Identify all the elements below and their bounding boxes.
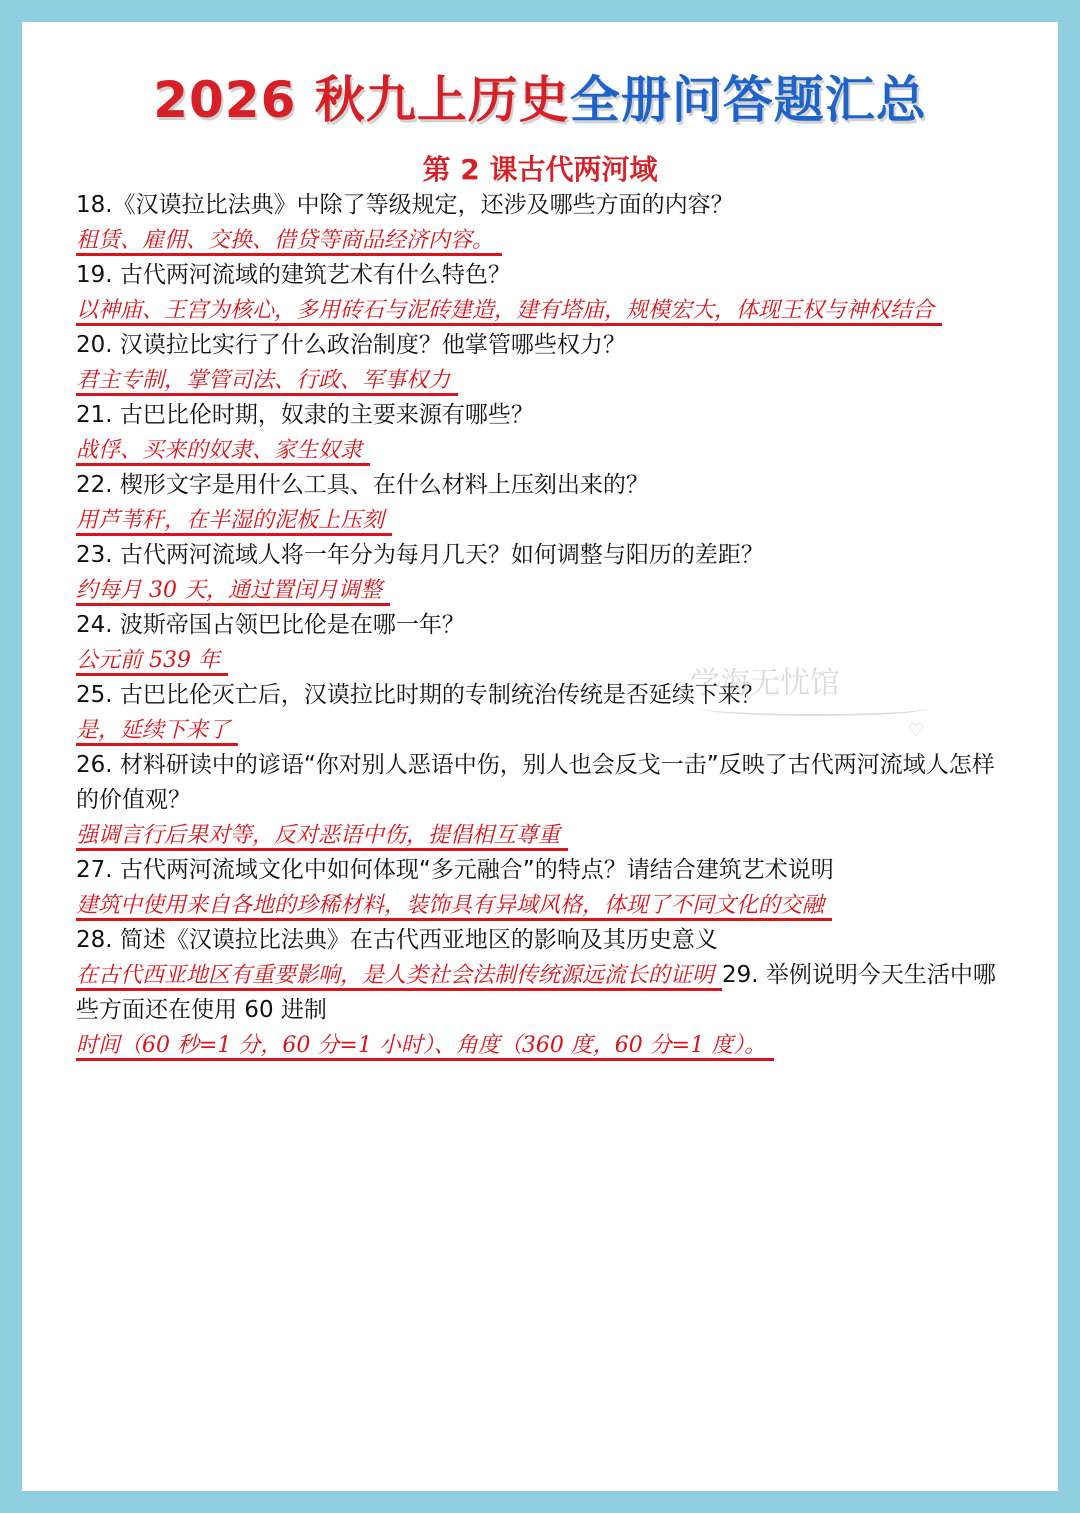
answer-26 [76, 818, 1012, 853]
answer-text: 时间（60 秒=1 分，60 分=1 小时）、角度（360 度，60 分=1 度）。 [76, 1033, 774, 1061]
answer-text: 在古代西亚地区有重要影响，是人类社会法制传统源远流长的证明 [76, 963, 722, 991]
page-title [0, 60, 1080, 132]
answer-20 [76, 363, 1012, 398]
answer-18 [76, 223, 1012, 258]
answer-21 [76, 433, 1012, 468]
answer-text: 以神庙、王宫为核心，多用砖石与泥砖建造，建有塔庙，规模宏大，体现王权与神权结合 [76, 298, 942, 326]
answer-29 [76, 1028, 1012, 1063]
watermark-text: 学海无忧馆 [690, 666, 840, 701]
answer-text: 君主专制，掌管司法、行政、军事权力 [76, 368, 458, 396]
question-23: 23. 古代两河流域人将一年分为每月几天？如何调整与阳历的差距？ [76, 542, 764, 568]
heart-icon: ♡ [908, 720, 925, 741]
title-part-2: 全册问答题汇总 [569, 71, 927, 129]
answer-text: 约每月 30 天，通过置闰月调整 [76, 578, 390, 606]
question-20: 20. 汉谟拉比实行了什么政治制度？他掌管哪些权力？ [76, 332, 626, 358]
question-18: 18.《汉谟拉比法典》中除了等级规定，还涉及哪些方面的内容？ [76, 192, 734, 218]
answer-28 [76, 958, 1012, 1028]
answer-text: 是，延续下来了 [76, 718, 238, 746]
answer-22 [76, 503, 1012, 538]
answer-text: 战俘、买来的奴隶、家生奴隶 [76, 438, 370, 466]
question-25: 25. 古巴比伦灭亡后，汉谟拉比时期的专制统治传统是否延续下来？ [76, 682, 764, 708]
question-22: 22. 楔形文字是用什么工具、在什么材料上压刻出来的？ [76, 472, 649, 498]
question-24: 24. 波斯帝国占领巴比伦是在哪一年？ [76, 612, 465, 638]
lesson-subtitle: 第 2 课古代两河域 [422, 153, 658, 186]
answer-25 [76, 713, 1012, 748]
answer-27 [76, 888, 1012, 923]
answer-19 [76, 293, 1012, 328]
qa-list [76, 188, 1012, 1063]
question-26: 26. 材料研读中的谚语“你对别人恶语中伤，别人也会反戈一击”反映了古代两河流域人怎样的价值观？ [76, 752, 995, 813]
answer-text: 强调言行后果对等，反对恶语中伤，提倡相互尊重 [76, 823, 568, 851]
question-28: 28. 简述《汉谟拉比法典》在古代西亚地区的影响及其历史意义 [76, 927, 718, 953]
answer-text: 建筑中使用来自各地的珍稀材料，装饰具有异域风格，体现了不同文化的交融 [76, 893, 832, 921]
answer-23 [76, 573, 1012, 608]
answer-text: 租赁、雇佣、交换、借贷等商品经济内容。 [76, 228, 502, 256]
question-29: 29. 举例说明今天生活中哪些方面还在使用 60 进制 [76, 962, 996, 1023]
title-part-1: 2026 秋九上历史 [153, 71, 570, 129]
answer-text: 公元前 539 年 [76, 648, 228, 676]
answer-24 [76, 643, 1012, 678]
question-21: 21. 古巴比伦时期，奴隶的主要来源有哪些？ [76, 402, 534, 428]
question-27: 27. 古代两河流域文化中如何体现“多元融合”的特点？请结合建筑艺术说明 [76, 857, 834, 883]
question-19: 19. 古代两河流域的建筑艺术有什么特色？ [76, 262, 511, 288]
answer-text: 用芦苇秆，在半湿的泥板上压刻 [76, 508, 392, 536]
